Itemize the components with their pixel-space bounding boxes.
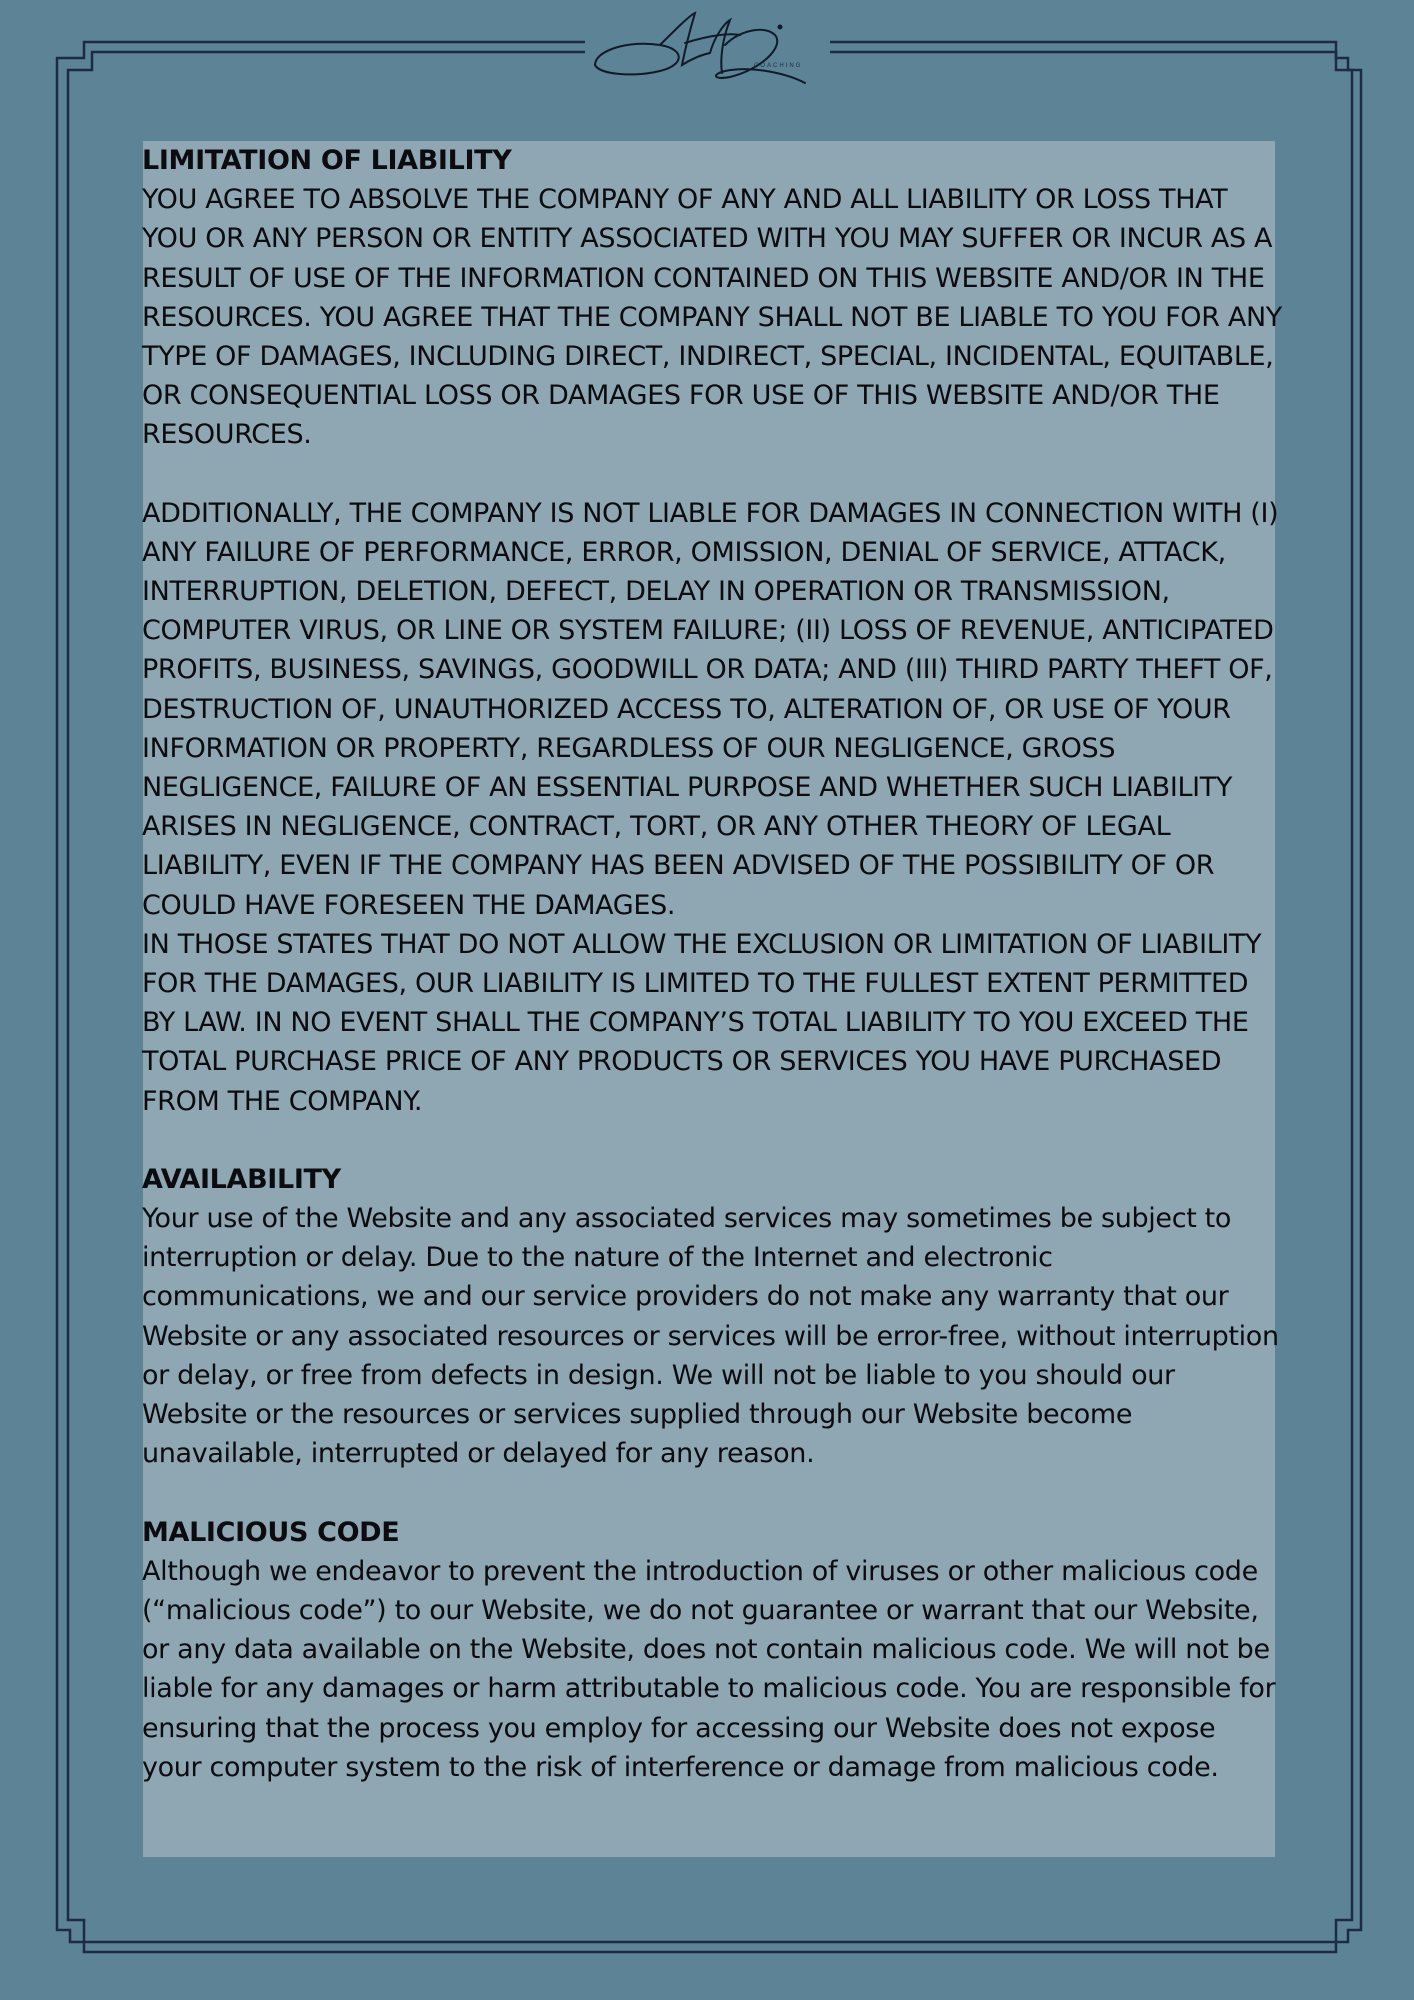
section-heading: MALICIOUS CODE <box>142 1516 400 1548</box>
signature-monogram-icon <box>590 5 820 90</box>
section-heading: LIMITATION OF LIABILITY <box>142 145 512 176</box>
paragraph: ADDITIONALLY, THE COMPANY IS NOT LIABLE FOR DAMAGES IN CONNECTION WITH (I) ANY FAILURE OF PERFORMANCE, ERROR, OMISSION, DENIAL OF SERVICE, ATTACK, INTERRUPTION, DELETION, DEFECT, DELAY IN OPERATION OR TRANSMISSION, COMPUTER VIRUS, OR LINE OR SYSTEM FAILURE; (II) LOSS OF REVENUE, ANTICIPATED PROFITS, BUSINESS, SAVINGS, GOODWILL OR DATA; AND (III) THIRD PARTY THEFT OF, DESTRUCTION OF, UNAUTHORIZED ACCESS TO, ALTERATION OF, OR USE OF YOUR INFORMATION OR PROPERTY, REGARDLESS OF OUR NEGLIGENCE, GROSS NEGLIGENCE, FAILURE OF AN ESSENTIAL PURPOSE AND WHETHER SUCH LIABILITY ARISES IN NEGLIGENCE, CONTRACT, TORT, OR ANY OTHER THEORY OF LEGAL LIABILITY, EVEN IF THE COMPANY HAS BEEN ADVISED OF THE POSSIBILITY OF OR COULD HAVE FORESEEN THE DAMAGES. <box>142 497 1279 921</box>
paragraph: Although we endeavor to prevent the introduction of viruses or other malicious code (“malicious code”) to our Website, we do not guarantee or warrant that our Website, or any data available on the Website, does not contain malicious code. We will not be liable for any damages or harm attributable to malicious code. You are responsible for ensuring that the process you employ for accessing our Website does not expose your computer system to the risk of interference or damage from malicious code. <box>142 1555 1276 1783</box>
paragraph: Your use of the Website and any associated services may sometimes be subject to interruption or delay. Due to the nature of the Internet and electronic communications, we and our service providers do not make any warranty that our Website or any associated resources or services will be error-free, without interruption or delay, or free from defects in design. We will not be liable to you should our Website or the resources or services supplied through our Website become unavailable, interrupted or delayed for any reason. <box>142 1203 1279 1470</box>
paragraph: YOU AGREE TO ABSOLVE THE COMPANY OF ANY AND ALL LIABILITY OR LOSS THAT YOU OR ANY PERSON OR ENTITY ASSOCIATED WITH YOU MAY SUFFER OR INCUR AS A RESULT OF USE OF THE INFORMATION CONTAINED ON THIS WEBSITE AND/OR IN THE RESOURCES. YOU AGREE THAT THE COMPANY SHALL NOT BE LIABLE TO YOU FOR ANY TYPE OF DAMAGES, INCLUDING DIRECT, INDIRECT, SPECIAL, INCIDENTAL, EQUITABLE, OR CONSEQUENTIAL LOSS OR DAMAGES FOR USE OF THIS WEBSITE AND/OR THE RESOURCES. <box>142 184 1282 451</box>
coaching-logo <box>590 5 820 90</box>
paragraph: IN THOSE STATES THAT DO NOT ALLOW THE EXCLUSION OR LIMITATION OF LIABILITY FOR THE DAMAGES, OUR LIABILITY IS LIMITED TO THE FULLEST EXTENT PERMITTED BY LAW. IN NO EVENT SHALL THE COMPANY’S TOTAL LIABILITY TO YOU EXCEED THE TOTAL PURCHASE PRICE OF ANY PRODUCTS OR SERVICES YOU HAVE PURCHASED FROM THE COMPANY. <box>142 928 1262 1117</box>
section-malicious-code <box>142 1513 1282 1787</box>
logo-caption: COACHING <box>754 63 803 69</box>
section-heading: AVAILABILITY <box>142 1163 341 1195</box>
section-limitation-of-liability <box>142 141 1282 1121</box>
document-body <box>142 141 1282 1826</box>
section-availability <box>142 1160 1282 1474</box>
